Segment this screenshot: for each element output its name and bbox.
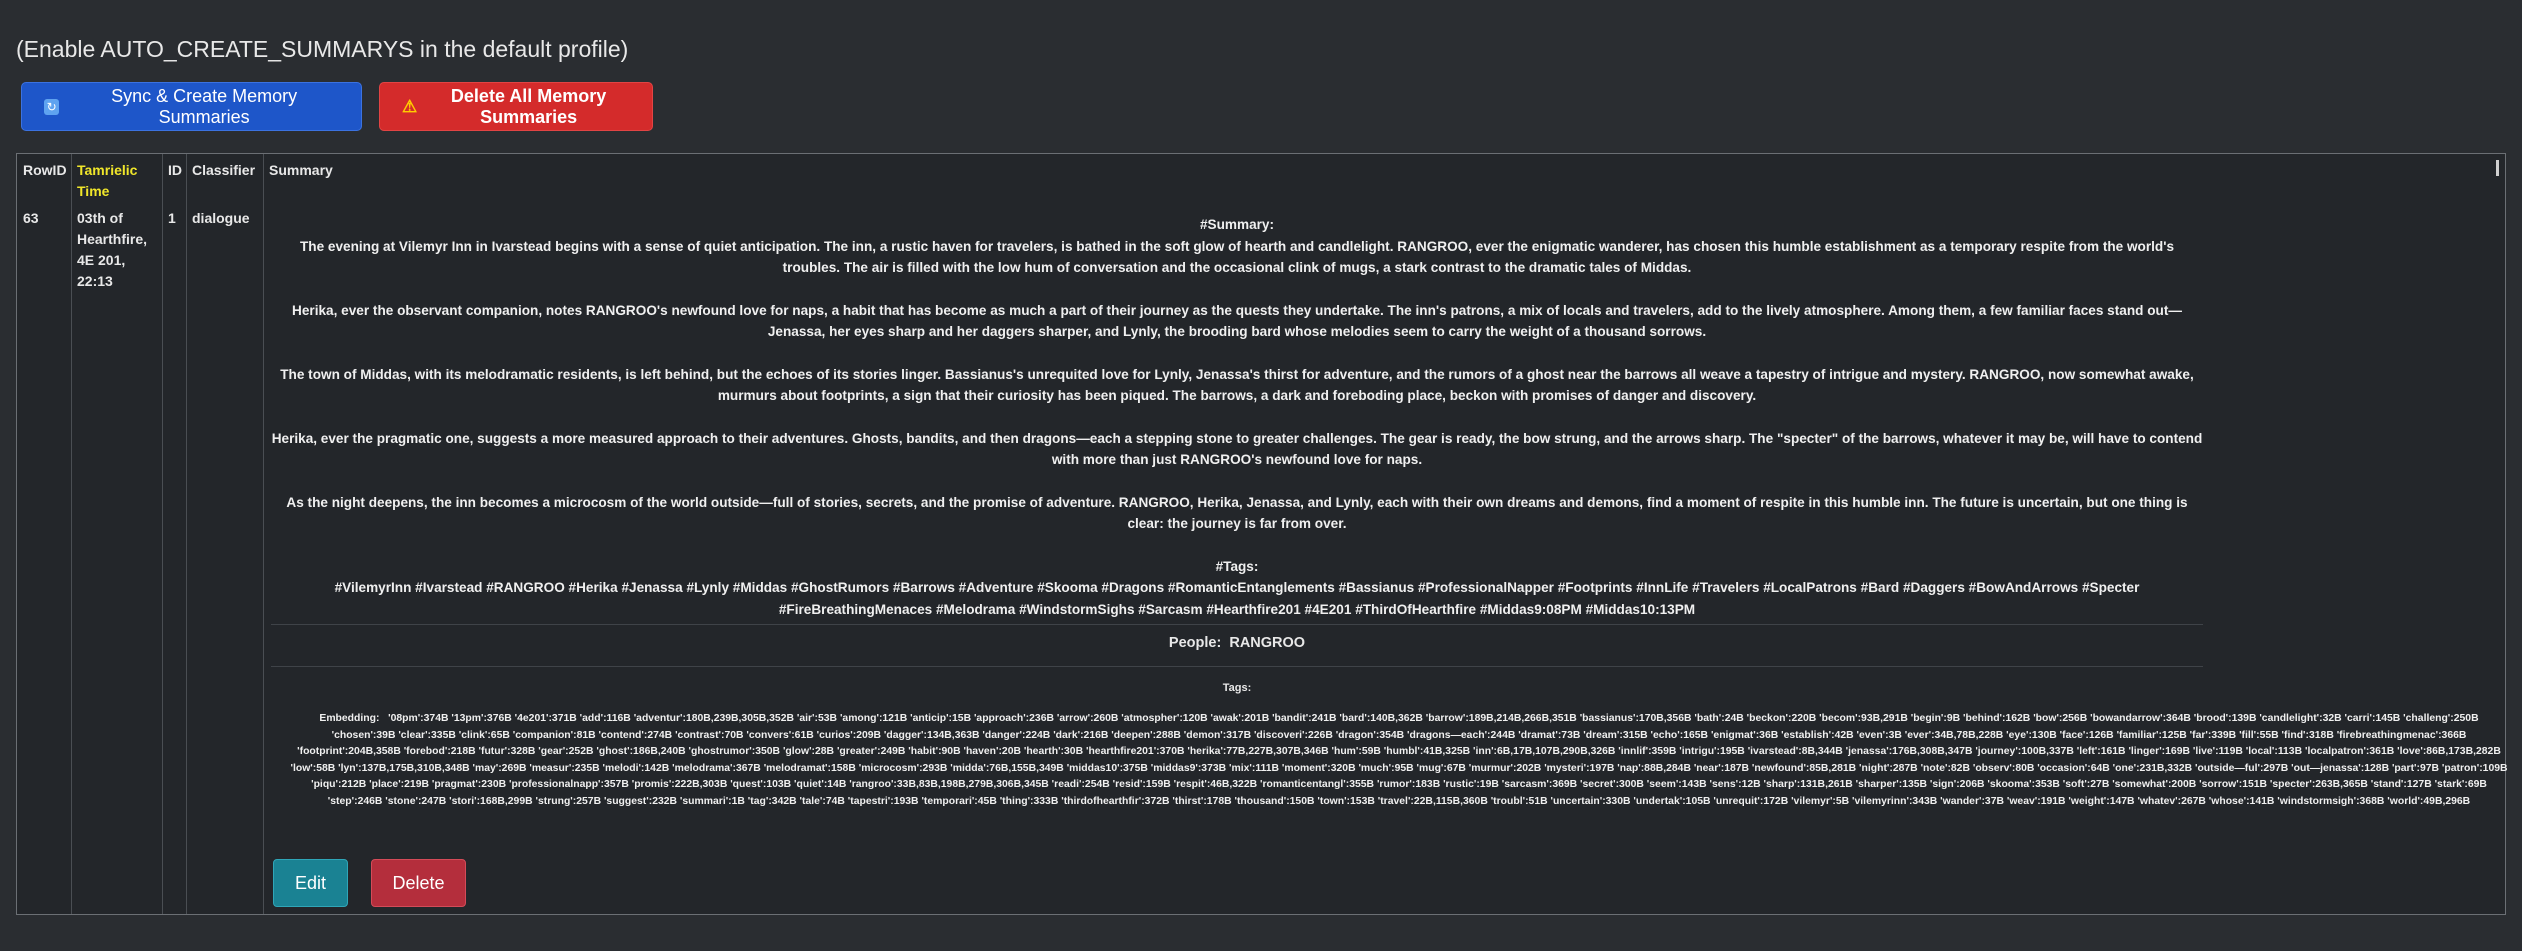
delete-all-summaries-label: Delete All Memory Summaries [450, 85, 607, 127]
header-id: ID [168, 162, 182, 178]
cell-tamrielic-time [77, 208, 157, 292]
embedding-label: Embedding: [319, 713, 380, 724]
scrollbar[interactable] [2496, 160, 2499, 176]
profile-note: (Enable AUTO_CREATE_SUMMARYS in the default profile) [16, 36, 629, 62]
tags-text: #VilemyrInn #Ivarstead #RANGROO #Herika #Jenassa #Lynly #Middas #GhostRumors #Barrows #Adventure #Skooma #Dragons #RomanticEntanglements #Bassianus #ProfessionalNapper #Footprints #InnLife #Travelers #LocalPatrons #Bard #Daggers #BowAndArrows #Specter #FireBreathingMenaces #Melodrama #WindstormSighs #Sarcasm #Hearthfire201 #4E201 #ThirdOfHearthfire #Middas9:08PM #Middas10:13PM [334, 580, 2140, 617]
sync-icon: ↻ [44, 99, 59, 115]
summary-paragraph: The town of Middas, with its melodramatic residents, is left behind, but the echoes of its stories linger. Bassianus's unrequited love for Lynly, Jenassa's thirst for adventure, and the rumors of a ghost near the barrows all weave a tapestry of intrigue and mystery. RANGROO, now somewhat awake, murmurs about footprints, a sign that their curiosity has been piqued. The barrows, a dark and foreboding place, beckon with promises of danger and discovery. [280, 366, 2194, 403]
edit-button[interactable]: Edit [273, 859, 348, 907]
time-line: Hearthfire, [77, 231, 148, 247]
embedding-text [289, 711, 2509, 810]
sync-create-summaries-button[interactable] [21, 82, 362, 131]
people-value: RANGROO [1229, 635, 1306, 651]
delete-button[interactable]: Delete [371, 859, 466, 907]
cell-id: 1 [168, 210, 176, 226]
embedding-value: '08pm':374B '13pm':376B '4e201':371B 'add':116B 'adventur':180B,239B,305B,352B 'air':53B 'among':121B 'anticip':15B 'approach':236B 'arrow':260B 'atmospher':120B 'awak':201B 'bandit':241B 'bard':140B,362B 'barrow':189B,214B,266B,351B 'bassianus':170B,356B 'bath':24B 'beckon':220B 'becom':93B,291B 'begin':9B 'behind':162B 'bow':256B 'bowandarrow':364B 'brood':139B 'candlelight':32B 'carri':145B 'challeng':250B 'chosen':39B 'clear':335B 'clink':65B 'companion':81B 'contend':274B 'contrast':70B 'convers':61B 'curios':209B 'dagger':134B,363B 'danger':224B 'dark':216B 'deepen':288B 'demon':317B 'discoveri':226B 'dragon':354B 'dragons—each':244B 'dramat':73B 'dream':315B 'echo':165B 'enigmat':36B 'establish':42B 'even':3B 'ever':34B,78B,228B 'eye':130B 'face':126B 'familiar':125B 'far':339B 'fill':55B 'find':318B 'firebreathingmenac':366B 'footprint':204B,358B 'forebod':218B 'futur':328B 'gear':252B 'ghost':186B,240B 'ghostrumor':350B 'glow':28B 'greater':249B 'habit':90B 'haven':20B 'hearth':30B 'hearthfire201':370B 'herika':77B,227B,307B,346B 'hum':59B 'humbl':41B,325B 'inn':6B,17B,107B,290B,326B 'innlif':359B 'intrigu':195B 'ivarstead':8B,344B 'jenassa':176B,308B,347B 'journey':100B,337B 'left':161B 'linger':169B 'live':119B 'local':113B 'localpatron':361B 'love':86B,173B,282B 'low':58B 'lyn':137B,175B,310B,348B 'may':269B 'measur':235B 'melodi':142B 'melodrama':367B 'melodramat':158B 'microcosm':293B 'midda':76B,155B,349B 'middas10':375B 'middas9':373B 'mix':111B 'moment':320B 'much':95B 'mug':67B 'murmur':202B 'mysteri':197B 'nap':88B,284B 'near':187B 'newfound':85B,281B 'night':287B 'note':82B 'observ':80B 'occasion':64B 'one':231B,332B 'outside—ful':297B 'out—jenassa':128B 'part':97B 'patron':109B 'piqu':212B 'place':219B 'pragmat':230B 'professionalnapp':357B 'promis':222B,303B 'quest':103B 'quiet':14B 'rangroo':33B,83B,198B,279B,306B,345B 'readi':254B 'resid':159B 'respit':46B,322B 'romanticentangl':355B 'rumor':183B 'rustic':19B 'sarcasm':369B 'secret':300B 'seem':143B 'sens':12B 'sharp':131B,261B 'sharper':135B 'sign':206B 'skooma':353B 'soft':27B 'somewhat':200B 'sorrow':151B 'specter':263B,365B 'stand':127B 'stark':69B 'step':246B 'stone':247B 'stori':168B,299B 'strung':257B 'suggest':232B 'summari':1B 'tag':342B 'tale':74B 'tapestri':193B 'temporari':45B 'thing':333B 'thirdofhearthfir':372B 'thirst':178B 'thousand':150B 'town':153B 'travel':22B,115B,360B 'troubl':51B 'uncertain':330B 'undertak':105B 'unrequit':172B 'vilemyr':5B 'vilemyrinn':343B 'wander':37B 'weav':191B 'weight':147B 'whatev':267B 'whose':141B 'windstormsigh':368B 'world':49B,296B [290, 713, 2508, 807]
column-divider [71, 154, 72, 914]
summary-paragraph: The evening at Vilemyr Inn in Ivarstead begins with a sense of quiet anticipation. The inn, a rustic haven for travelers, is bathed in the soft glow of hearth and candlelight. RANGROO, ever the enigmatic wanderer, has chosen this humble establishment as a temporary respite from the world's troubles. The air is filled with the low hum of conversation and the occasional clink of mugs, a stark contrast to the dramatic tales of Middas. [299, 238, 2175, 275]
summary-actions [21, 82, 653, 131]
header-classifier: Classifier [192, 162, 256, 178]
delete-all-summaries-button[interactable] [379, 82, 653, 131]
cell-classifier: dialogue [192, 210, 250, 226]
header-tamrielic-time: Tamrielic Time [77, 162, 138, 199]
tags-label: Tags: [1222, 682, 1252, 694]
summary-paragraph: Herika, ever the pragmatic one, suggests a more measured approach to their adventures. Ghosts, bandits, and then dragons—each a stepping stone to greater challenges. The gear is ready, the bow strung, and the arrows sharp. The "specter" of the barrows, whatever it may be, will have to contend with more than just RANGROO's newfound love for naps. [271, 430, 2203, 467]
time-line: 03th of [77, 210, 123, 226]
row-actions [273, 859, 466, 907]
divider [271, 624, 2203, 625]
summary-paragraph: Herika, ever the observant companion, notes RANGROO's newfound love for naps, a habit that has become as much a part of their journey as the quests they undertake. The inn's patrons, a mix of locals and travelers, add to the lively atmosphere. Among them, a few familiar faces stand out—Jenassa, her eyes sharp and her daggers sharper, and Lynly, the brooding bard whose melodies seem to carry the weight of a thousand sorrows. [292, 302, 2182, 339]
people-label: People: [1168, 635, 1222, 651]
summary-heading: #Summary: [1199, 217, 1275, 232]
tags-heading: #Tags: [1215, 558, 1259, 574]
time-line: 22:13 [77, 273, 113, 289]
summary-text [271, 214, 2203, 641]
people-line [271, 635, 2203, 651]
divider [271, 666, 2203, 667]
column-divider [263, 154, 264, 914]
column-divider [162, 154, 163, 914]
cell-rowid: 63 [23, 210, 39, 226]
column-divider [186, 154, 187, 914]
time-line: 4E 201, [77, 252, 126, 268]
header-rowid: RowID [23, 162, 67, 178]
header-summary: Summary [269, 162, 333, 178]
warning-icon: ⚠ [402, 96, 418, 116]
summary-paragraph: As the night deepens, the inn becomes a microcosm of the world outside—full of stories, secrets, and the promise of adventure. RANGROO, Herika, Jenassa, and Lynly, each with their own dreams and demons, find a moment of respite in this humble inn. The future is uncertain, but one thing is clear: the journey is far from over. [286, 494, 2188, 531]
memory-summaries-table [16, 153, 2506, 915]
sync-create-summaries-label: Sync & Create Memory Summaries [111, 85, 298, 127]
